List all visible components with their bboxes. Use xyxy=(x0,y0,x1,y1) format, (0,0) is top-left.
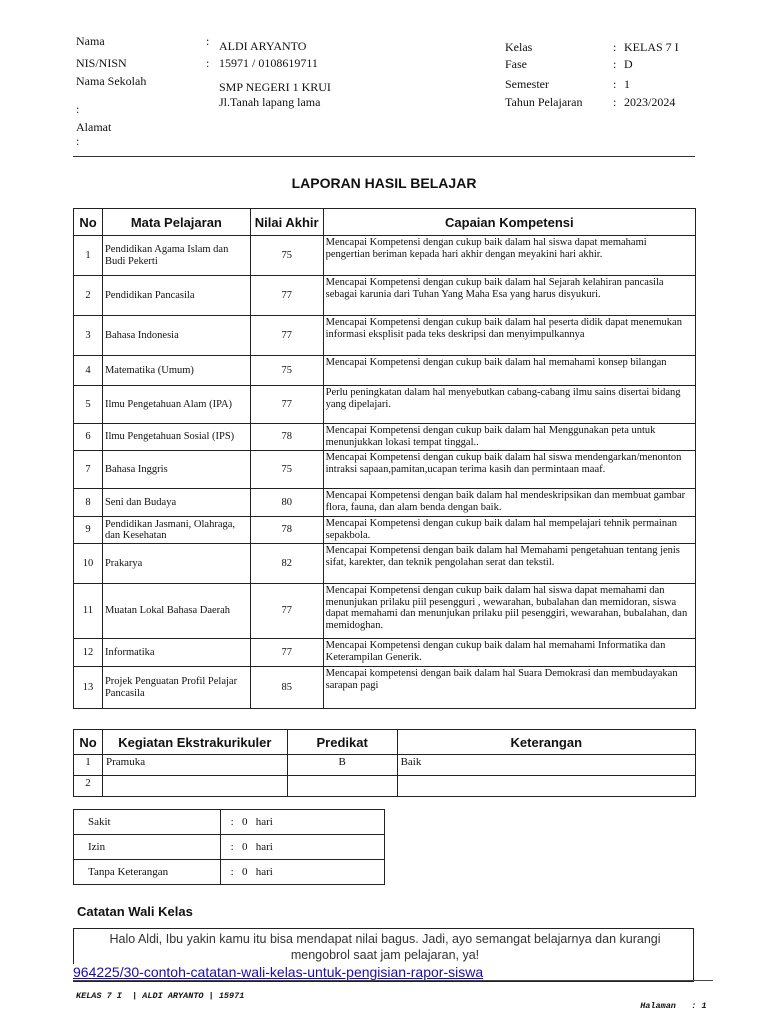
grade-subject: Muatan Lokal Bahasa Daerah xyxy=(102,584,250,639)
grade-achievement: Mencapai Kompetensi dengan cukup baik dalam hal memahami Informatika dan Keterampilan Generik. xyxy=(323,639,695,667)
grade-score: 75 xyxy=(250,236,323,276)
ekstra-note xyxy=(397,776,695,797)
attendance-table xyxy=(73,809,385,885)
grade-score: 75 xyxy=(250,451,323,489)
grade-achievement: Mencapai Kompetensi dengan baik dalam hal Memahami pengetahuan tentang jenis sifat, karekter, dan teknik pengolahan serat dan tekstil. xyxy=(323,544,695,584)
value-nis: 15971 / 0108619711 xyxy=(219,56,318,70)
grade-achievement: Mencapai Kompetensi dengan cukup baik dalam hal Sejarah kelahiran pancasila sebagai karunia dari Tuhan Yang Maha Esa yang harus disyukuri. xyxy=(323,276,695,316)
sep-alamat-top: : xyxy=(76,102,80,116)
label-semester: Semester xyxy=(505,77,549,91)
attendance-value: 0 xyxy=(241,866,248,878)
grade-no: 10 xyxy=(74,544,103,584)
grade-subject: Informatika xyxy=(102,639,250,667)
attendance-value: 0 xyxy=(241,816,248,828)
attendance-sep: : xyxy=(230,816,234,828)
grade-score: 77 xyxy=(250,639,323,667)
grade-subject: Prakarya xyxy=(102,544,250,584)
grade-no: 11 xyxy=(74,584,103,639)
label-tahun: Tahun Pelajaran xyxy=(505,95,583,109)
table-row xyxy=(74,517,696,544)
footer-right xyxy=(630,991,707,1011)
attendance-value-cell xyxy=(220,810,384,835)
attendance-unit: hari xyxy=(255,841,273,853)
grades-header-row xyxy=(74,209,696,236)
homeroom-link[interactable]: 964225/30-contoh-catatan-wali-kelas-untuk-pengisian-rapor-siswa xyxy=(73,964,484,980)
grade-no: 7 xyxy=(74,451,103,489)
homeroom-heading: Catatan Wali Kelas xyxy=(77,904,193,919)
value-semester: 1 xyxy=(624,77,630,91)
sep-nis: : xyxy=(206,56,210,70)
table-row xyxy=(74,276,696,316)
footer-page-sep: : xyxy=(691,1001,697,1011)
attendance-value: 0 xyxy=(241,841,248,853)
ekstra-header-row xyxy=(74,730,696,755)
grade-subject: Pendidikan Agama Islam dan Budi Pekerti xyxy=(102,236,250,276)
ekstra-predicate xyxy=(287,776,397,797)
grade-no: 2 xyxy=(74,276,103,316)
ekstra-no: 1 xyxy=(74,755,103,776)
attendance-unit: hari xyxy=(255,866,273,878)
grades-table xyxy=(73,208,696,709)
grade-subject: Ilmu Pengetahuan Sosial (IPS) xyxy=(102,424,250,451)
grade-achievement: Mencapai Kompetensi dengan baik dalam hal mendeskripsikan dan membuat gambar flora, fauna, dan alam benda dengan baik. xyxy=(323,489,695,517)
sep-fase: : xyxy=(613,57,617,71)
sep-kelas: : xyxy=(613,40,617,54)
value-tahun: 2023/2024 xyxy=(624,95,676,109)
grade-no: 4 xyxy=(74,356,103,386)
col-subject: Mata Pelajaran xyxy=(102,209,250,236)
grade-subject: Ilmu Pengetahuan Alam (IPA) xyxy=(102,386,250,424)
grade-achievement: Perlu peningkatan dalam hal menyebutkan cabang-cabang ilmu sains disertai bidang yang dipelajari. xyxy=(323,386,695,424)
grade-score: 80 xyxy=(250,489,323,517)
table-row xyxy=(74,584,696,639)
sep-tahun: : xyxy=(613,95,617,109)
value-alamat: Jl.Tanah lapang lama xyxy=(219,95,321,109)
grade-achievement: Mencapai Kompetensi dengan cukup baik dalam hal siswa mendengarkan/menonton intraksi sapaan,pamitan,ucapan terima kasih dan permintaan maaf. xyxy=(323,451,695,489)
label-kelas: Kelas xyxy=(505,40,533,54)
identity-right xyxy=(505,40,705,110)
col-no: No xyxy=(74,209,103,236)
grade-no: 5 xyxy=(74,386,103,424)
label-alamat: Alamat xyxy=(76,120,112,134)
value-sekolah: SMP NEGERI 1 KRUI xyxy=(219,80,331,94)
attendance-value-cell xyxy=(220,835,384,860)
grade-no: 12 xyxy=(74,639,103,667)
attendance-unit: hari xyxy=(255,816,273,828)
sep-alamat-bottom: : xyxy=(76,134,80,148)
ekstra-note: Baik xyxy=(397,755,695,776)
table-row xyxy=(74,667,696,709)
grade-subject: Projek Penguatan Profil Pelajar Pancasila xyxy=(102,667,250,709)
grade-achievement: Mencapai Kompetensi dengan cukup baik dalam hal memahami konsep bilangan xyxy=(323,356,695,386)
grade-score: 77 xyxy=(250,316,323,356)
attendance-row xyxy=(74,860,385,885)
ekstra-col-predicate: Predikat xyxy=(287,730,397,755)
attendance-label: Izin xyxy=(74,835,221,860)
sep-semester: : xyxy=(613,77,617,91)
grade-subject: Pendidikan Jasmani, Olahraga, dan Kesehatan xyxy=(102,517,250,544)
table-row xyxy=(74,451,696,489)
attendance-value-cell xyxy=(220,860,384,885)
grade-score: 77 xyxy=(250,584,323,639)
ekstra-no: 2 xyxy=(74,776,103,797)
table-row xyxy=(74,755,696,776)
table-row xyxy=(74,386,696,424)
footer-page-number: 1 xyxy=(701,1001,707,1011)
grade-score: 78 xyxy=(250,424,323,451)
grade-no: 13 xyxy=(74,667,103,709)
grade-achievement: Mencapai Kompetensi dengan cukup baik dalam hal siswa dapat memahami dan menunjukan prilaku piil pesengguri , wewarahan, bubalahan dan memidoran, siswa dapat memahami dan menunjukan prilaku piil pesenggiri, wewarahan, bubalahan, dan memidoghan. xyxy=(323,584,695,639)
attendance-sep: : xyxy=(230,866,234,878)
table-row xyxy=(74,356,696,386)
ekstra-predicate: B xyxy=(287,755,397,776)
table-row xyxy=(74,639,696,667)
attendance-row xyxy=(74,835,385,860)
grade-no: 8 xyxy=(74,489,103,517)
identity-left xyxy=(76,34,356,146)
grade-no: 6 xyxy=(74,424,103,451)
footer-left: KELAS 7 I | ALDI ARYANTO | 15971 xyxy=(76,991,245,1001)
grade-achievement: Mencapai Kompetensi dengan cukup baik dalam hal peserta didik dapat menemukan informasi eksplisit pada teks deskripsi dan menyimpulkannya xyxy=(323,316,695,356)
col-achievement: Capaian Kompetensi xyxy=(323,209,695,236)
grade-score: 85 xyxy=(250,667,323,709)
grade-score: 77 xyxy=(250,386,323,424)
value-nama: ALDI ARYANTO xyxy=(219,39,307,53)
attendance-label: Tanpa Keterangan xyxy=(74,860,221,885)
report-title: LAPORAN HASIL BELAJAR xyxy=(291,175,477,191)
extracurricular-table xyxy=(73,729,696,797)
col-score: Nilai Akhir xyxy=(250,209,323,236)
sep-nama: : xyxy=(206,34,210,48)
ekstra-activity: Pramuka xyxy=(102,755,287,776)
grade-score: 77 xyxy=(250,276,323,316)
grade-no: 3 xyxy=(74,316,103,356)
grade-score: 75 xyxy=(250,356,323,386)
grade-subject: Bahasa Inggris xyxy=(102,451,250,489)
table-row xyxy=(74,544,696,584)
value-fase: D xyxy=(624,57,633,71)
footer-page-label: Halaman xyxy=(640,1001,676,1011)
table-row xyxy=(74,316,696,356)
value-kelas: KELAS 7 I xyxy=(624,40,679,54)
grade-score: 78 xyxy=(250,517,323,544)
header-divider xyxy=(73,156,695,157)
grade-no: 1 xyxy=(74,236,103,276)
grade-subject: Pendidikan Pancasila xyxy=(102,276,250,316)
attendance-row xyxy=(74,810,385,835)
attendance-label: Sakit xyxy=(74,810,221,835)
label-sekolah: Nama Sekolah xyxy=(76,74,147,88)
grade-subject: Matematika (Umum) xyxy=(102,356,250,386)
grade-subject: Seni dan Budaya xyxy=(102,489,250,517)
table-row xyxy=(74,489,696,517)
grade-achievement: Mencapai Kompetensi dengan cukup baik dalam hal Menggunakan peta untuk menunjukkan lokasi tempat tinggal.. xyxy=(323,424,695,451)
grade-no: 9 xyxy=(74,517,103,544)
label-nama: Nama xyxy=(76,34,105,48)
ekstra-col-note: Keterangan xyxy=(397,730,695,755)
grade-score: 82 xyxy=(250,544,323,584)
footer-divider xyxy=(73,980,713,981)
grade-achievement: Mencapai Kompetensi dengan cukup baik dalam hal mempelajari tehnik permainan sepakbola. xyxy=(323,517,695,544)
ekstra-col-no: No xyxy=(74,730,103,755)
label-fase: Fase xyxy=(505,57,527,71)
grade-subject: Bahasa Indonesia xyxy=(102,316,250,356)
ekstra-activity xyxy=(102,776,287,797)
ekstra-col-activity: Kegiatan Ekstrakurikuler xyxy=(102,730,287,755)
homeroom-note: Halo Aldi, Ibu yakin kamu itu bisa mendapat nilai bagus. Jadi, ayo semangat belajarnya dan kurangi mengobrol saat jam pelajaran, ya! xyxy=(109,932,661,962)
table-row xyxy=(74,776,696,797)
grade-achievement: Mencapai Kompetensi dengan cukup baik dalam hal siswa dapat memahami pengertian beriman kepada hari akhir dengan meyakini hari akhir. xyxy=(323,236,695,276)
label-nis: NIS/NISN xyxy=(76,56,127,70)
table-row xyxy=(74,236,696,276)
table-row xyxy=(74,424,696,451)
attendance-sep: : xyxy=(230,841,234,853)
grade-achievement: Mencapai kompetensi dengan baik dalam hal Suara Demokrasi dan membudayakan sarapan pagi xyxy=(323,667,695,709)
